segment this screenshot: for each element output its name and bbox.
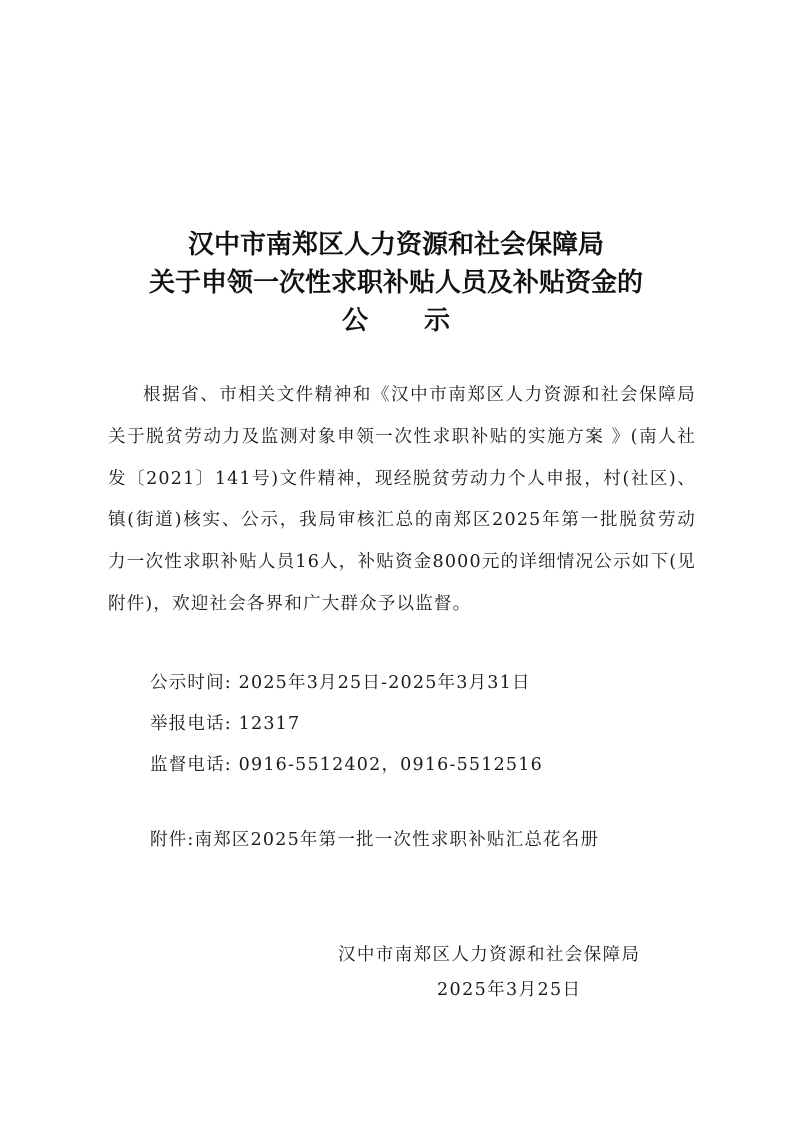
attachment-note: 附件:南郑区2025年第一批一次性求职补贴汇总花名册 [150,830,600,850]
signature-organization: 汉中市南郑区人力资源和社会保障局 [338,945,641,965]
report-phone: 举报电话: 12317 [150,714,301,734]
title-line-1: 汉中市南郑区人力资源和社会保障局 [187,230,604,260]
title-line-3: 公示 [341,306,506,336]
supervision-phone: 监督电话: 0916-5512402，0916-5512516 [150,755,543,775]
signature-date: 2025年3月25日 [437,980,582,1000]
title-line-2: 关于申领一次性求职补贴人员及补贴资金的 [148,268,643,298]
publicity-time: 公示时间: 2025年3月25日-2025年3月31日 [150,673,531,693]
body-paragraph: 根据省、市相关文件精神和《汉中市南郑区人力资源和社会保障局关于脱贫劳动力及监测对象申领一次性求职补贴的实施方案 》(南人社发〔2021〕141号)文件精神，现经脱贫劳动力个人申报，村(社区)、镇(街道)核实、公示，我局审核汇总的南郑区2025年第一批脱贫劳动力一次性求职补贴人员16人，补贴资金8000元的详细情况公示如下(见附件)，欢迎社会各界和广大群众予以监督。 [108,385,696,614]
